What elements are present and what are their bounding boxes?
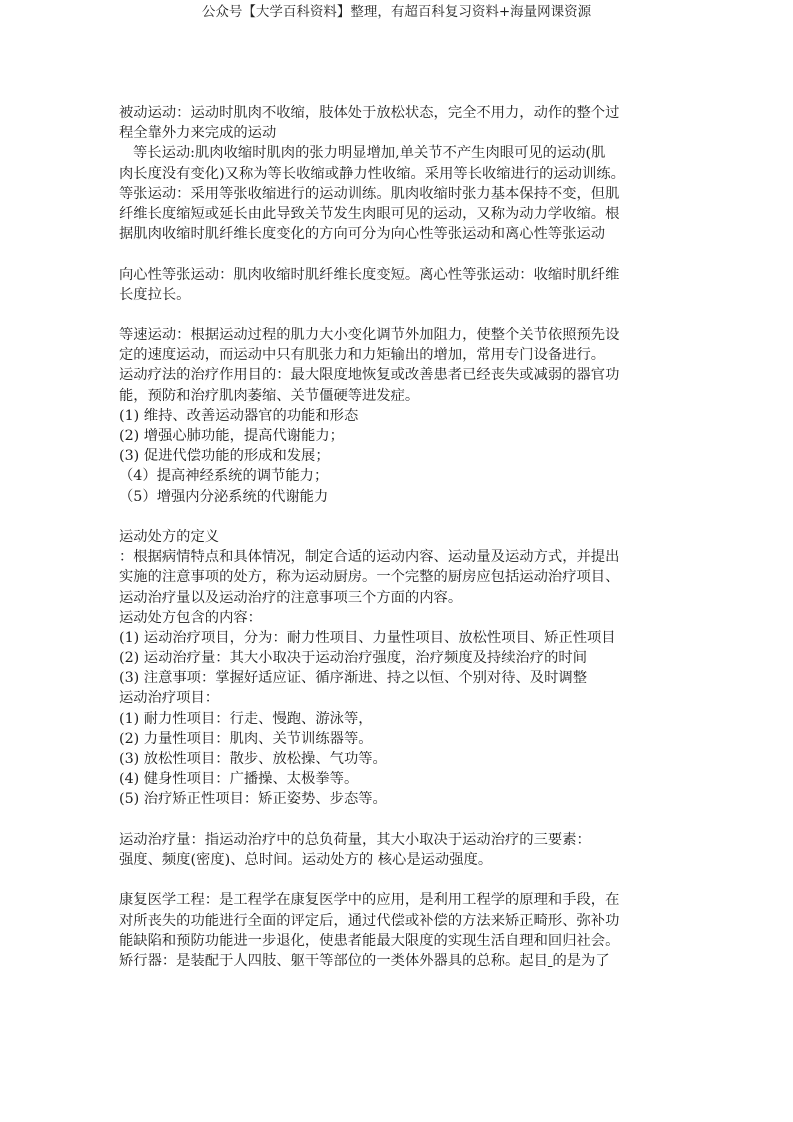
last-line-start: 矫行器：是装配于人四肢、躯干等部位的一类体外器具的总称。起目 (119, 952, 548, 969)
list-item: (4) 健身性项目：广播操、太极拳等。 (119, 771, 359, 788)
list-item: (1) 耐力性项目：行走、慢跑、游泳等， (119, 710, 373, 727)
list-item: (5) 治疗矫正性项目：矫正姿势、步态等。 (119, 791, 387, 808)
paragraph-line (119, 951, 685, 971)
blank-line (119, 507, 685, 527)
list-item: (2) 力量性项目：肌肉、关节训练器等。 (119, 730, 373, 747)
blank-line (119, 870, 685, 890)
page-header: 公众号【大学百科资料】整理，有超百科复习资料+海量网课资源 (201, 4, 592, 20)
list-item: (3) 促进代偿功能的形成和发展； (119, 448, 330, 465)
paragraph-line: 肉长度没有变化)又称为等长收缩或静力性收缩。采用等长收缩进行的运动训练。 (119, 165, 625, 182)
paragraph-line: 等张运动：采用等张收缩进行的运动训练。肌肉收缩时张力基本保持不变，但肌 (119, 185, 620, 202)
paragraph-line: 能，预防和治疗肌肉萎缩、关节僵硬等进发症。 (119, 387, 420, 404)
paragraph-line: 运动治疗量：指运动治疗中的总负荷量，其大小取决于运动治疗的三要素： (119, 831, 591, 848)
paragraph-line: 康复医学工程：是工程学在康复医学中的应用，是利用工程学的原理和手段，在 (119, 892, 620, 909)
paragraph-line: 能缺陷和预防功能进一步退化，使患者能最大限度的实现生活自理和回归社会。 (119, 932, 620, 949)
paragraph-line: 纤维长度缩短或延长由此导致关节发生肉眼可见的运动，又称为动力学收缩。根 (119, 205, 620, 222)
paragraph-line: ：根据病情特点和具体情况，制定合适的运动内容、运动量及运动方式，并提出 (119, 549, 620, 566)
list-item: (3) 放松性项目：散步、放松操、气功等。 (119, 751, 387, 767)
list-item: (1) 维持、改善运动器官的功能和形态 (119, 407, 359, 424)
paragraph-line: 运动处方包含的内容： (119, 609, 262, 626)
blank-line (119, 244, 685, 264)
list-item: （5）增强内分泌系统的代谢能力 (119, 488, 329, 505)
paragraph-line: 向心性等张运动：肌肉收缩时肌纤维长度变短。离心性等张运动：收缩时肌纤维 (119, 266, 620, 283)
paragraph-line: 运动疗法的治疗作用目的：最大限度地恢复或改善患者已经丧失或减弱的器官功 (119, 367, 620, 384)
paragraph-line: 被动运动：运动时肌肉不收缩，肢体处于放松状态，完全不用力，动作的整个过 (119, 105, 620, 121)
paragraph-line: 等速运动：根据运动过程的肌力大小变化调节外加阻力，使整个关节依照预先设 (119, 327, 620, 344)
paragraph-line: 程全靠外力来完成的运动 (119, 125, 277, 142)
paragraph-line: 定的速度运动，而运动中只有肌张力和力矩输出的增加，常用专门设备进行。 (119, 347, 606, 364)
paragraph-line: 对所丧失的功能进行全面的评定后，通过代偿或补偿的方法来矫正畸形、弥补功 (119, 912, 620, 929)
paragraph-line: 运动治疗项目： (119, 690, 220, 707)
last-line-end: 的是为了 (552, 952, 610, 969)
list-item: (3) 注意事项：掌握好适应证、循序渐进、持之以恒、个别对待、及时调整 (119, 670, 587, 687)
list-item: （4）提高神经系统的调节能力； (119, 468, 329, 485)
list-item: (2) 增强心肺功能，提高代谢能力； (119, 428, 344, 444)
paragraph-line: 长度拉长。 (119, 286, 191, 303)
paragraph-line: 据肌肉收缩时肌纤维长度变化的方向可分为向心性等张运动和离心性等张运动 (119, 226, 606, 243)
list-item: (2) 运动治疗量：其大小取决于运动治疗强度，治疗频度及持续治疗的时间 (119, 650, 587, 667)
paragraph-line: 等长运动:肌肉收缩时肌肉的张力明显增加,单关节不产生肉眼可见的运动(肌 (133, 145, 606, 162)
blank-line (119, 305, 685, 325)
section-heading: 运动处方的定义 (119, 528, 220, 545)
document-body (119, 103, 685, 971)
list-item: (1) 运动治疗项目，分为：耐力性项目、力量性项目、放松性项目、矫正性项目 (119, 629, 616, 646)
paragraph-line: 强度、频度(密度)、总时间。运动处方的 核心是运动强度。 (119, 851, 493, 868)
paragraph-line: 实施的注意事项的处方，称为运动厨房。一个完整的厨房应包括运动治疗项目、 (119, 569, 620, 586)
blank-line (119, 810, 685, 830)
paragraph-line: 运动治疗量以及运动治疗的注意事项三个方面的内容。 (119, 589, 463, 606)
